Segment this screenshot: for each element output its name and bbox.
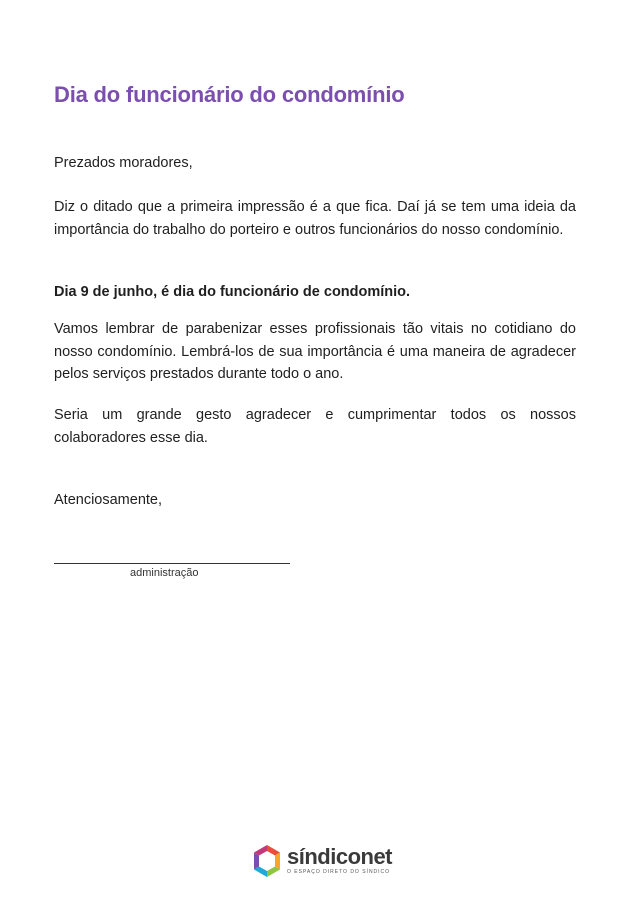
closing-text: Atenciosamente, — [54, 492, 163, 508]
paragraph-gesture: Seria um grande gesto agradecer e cumprimentar todos os nossos colaboradores esse dia. — [54, 407, 576, 446]
intro-paragraph: Diz o ditado que a primeira impressão é a que fica. Daí já se tem uma ideia da importância do trabalho do porteiro e outros funcionários do nosso condomínio. — [54, 199, 576, 238]
logo-tagline: O ESPAÇO DIRETO DO SÍNDICO — [287, 869, 391, 875]
paragraph-congratulate: Vamos lembrar de parabenizar esses profissionais tão vitais no cotidiano do nosso condomínio. Lembrá-los de sua importância é uma maneira de agradecer pelos serviços prestados durante todo o ano. — [54, 321, 576, 382]
hexagon-logo-icon — [252, 844, 282, 878]
highlight-date-text: Dia 9 de junho, é dia do funcionário de condomínio. — [54, 284, 411, 300]
logo-name: síndiconet — [287, 844, 393, 869]
greeting-text: Prezados moradores, — [54, 155, 193, 171]
signature-line — [54, 563, 290, 564]
page-title: Dia do funcionário do condomínio — [54, 82, 405, 107]
sindiconet-logo — [252, 843, 392, 879]
signature-label: administração — [130, 567, 199, 579]
